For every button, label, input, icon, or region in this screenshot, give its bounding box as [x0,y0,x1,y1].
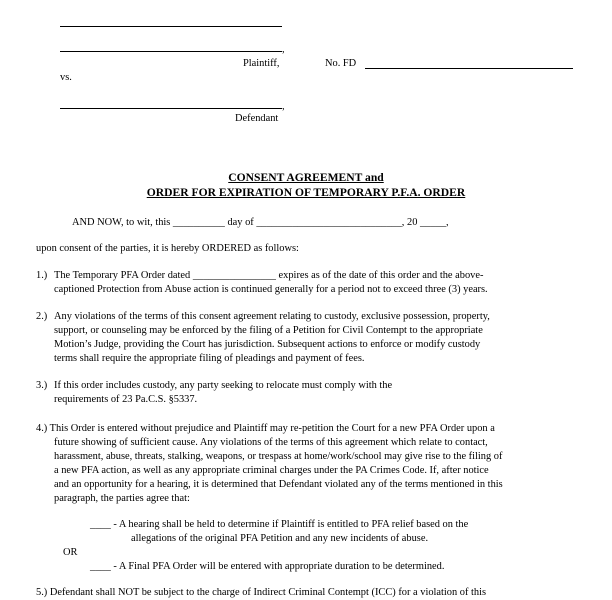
item-2-line-1: Any violations of the terms of this consent agreement relating to custody, exclusive possession, property, [54,311,490,322]
item-4-line-5: and an opportunity for a hearing, it is determined that Defendant violated any of the terms mentioned in this [54,479,503,490]
item-3-number: 3.) [36,380,48,391]
item-4-line-1: 4.) This Order is entered without prejudice and Plaintiff may re-petition the Court for a new PFA Order upon a [36,423,495,434]
item-1-number: 1.) [36,270,48,281]
item-4-line-6: paragraph, the parties agree that: [54,493,190,504]
item-1-line-2: captioned Protection from Abuse action is continued generally for a period not to exceed three (3) years. [54,284,488,295]
item-2-line-3: Motion’s Judge, providing the Court has jurisdiction. Subsequent actions to enforce or modify custody [54,339,481,350]
item-2-number: 2.) [36,311,48,322]
document-title-line-1: CONSENT AGREEMENT and [228,171,384,184]
and-now-clause: AND NOW, to wit, this __________ day of ____________________________, 20 _____, [72,217,449,228]
versus-label: vs. [60,72,72,83]
option-a-line-1: ____ - A hearing shall be held to determine if Plaintiff is entitled to PFA relief based on the [90,519,469,530]
document-title-line-2: ORDER FOR EXPIRATION OF TEMPORARY P.F.A. ORDER [146,186,466,199]
upon-consent-clause: upon consent of the parties, it is hereby ORDERED as follows: [36,243,299,254]
option-a-line-2: allegations of the original PFA Petition and any new incidents of abuse. [131,533,429,544]
docket-number-line [365,68,573,69]
item-5-line-1: 5.) Defendant shall NOT be subject to the charge of Indirect Criminal Contempt (ICC) for a violation of this [36,587,487,598]
defendant-label: Defendant [235,113,279,124]
or-label: OR [63,547,78,558]
plaintiff-name-line [60,51,282,52]
item-4-line-4: a new PFA action, as well as any appropriate criminal charges under the PA Crimes Code. If, after notice [54,465,489,476]
defendant-comma: , [282,101,285,112]
item-3-line-1: If this order includes custody, any party seeking to relocate must comply with the [54,380,393,391]
plaintiff-label: Plaintiff, [243,58,280,69]
defendant-name-line [60,108,282,109]
item-1-line-1: The Temporary PFA Order dated ________________ expires as of the date of this order and the above- [54,270,484,281]
plaintiff-comma: , [282,44,285,55]
item-4-line-3: harassment, abuse, threats, stalking, weapons, or trespass at home/work/school may give rise to the filing of [54,451,503,462]
caption-blank-line-1 [60,26,282,27]
item-3-line-2: requirements of 23 Pa.C.S. §5337. [54,394,198,405]
option-b-line: ____ - A Final PFA Order will be entered with appropriate duration to be determined. [90,561,445,572]
item-4-line-2: future showing of sufficient cause. Any violations of the terms of this agreement which relate to contact, [54,437,488,448]
docket-number-label: No. FD [325,58,357,69]
item-2-line-4: terms shall require the appropriate filing of pleadings and payment of fees. [54,353,365,364]
item-2-line-2: support, or counseling may be enforced by the filing of a Petition for Civil Contempt to the appropriate [54,325,483,336]
